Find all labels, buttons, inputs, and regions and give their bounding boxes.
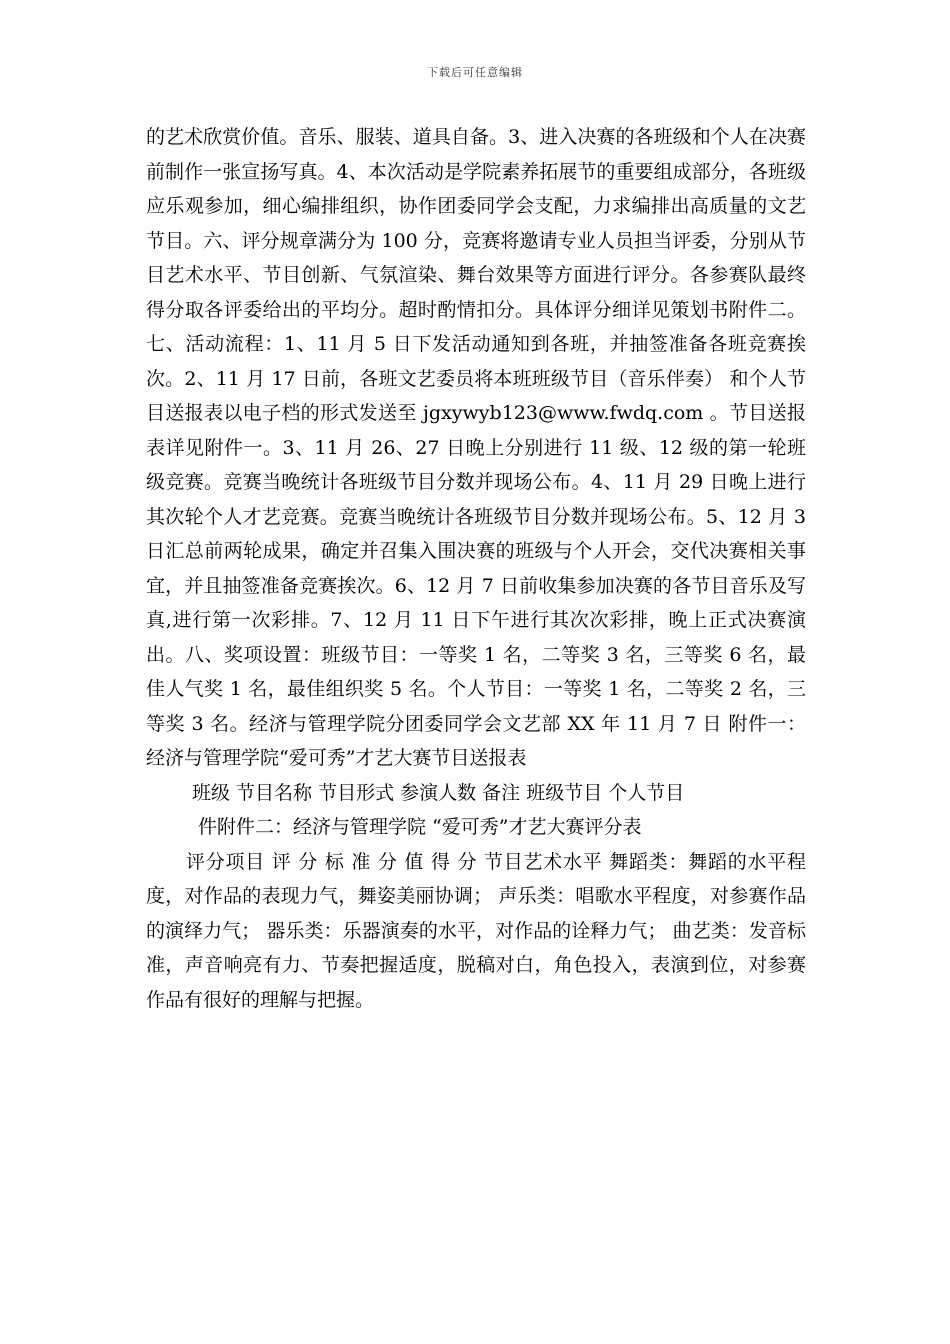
- table-header-line: 班级 节目名称 节目形式 参演人数 备注 班级节目 个人节目: [192, 781, 685, 804]
- attachment-two-title: 件附件二：经济与管理学院 “爱可秀”才艺大赛评分表: [198, 816, 642, 838]
- body-paragraph-scoring: 评分项目 评 分 标 准 分 值 得 分 节目艺术水平 舞蹈类：舞蹈的水平程度，对作品的表现力气，舞姿美丽协调； 声乐类：唱歌水平程度，对参赛作品的演绎力气； 器乐类：乐器演奏的水平，对作品的诠释力气； 曲艺类：发音标准，声音响亮有力、节奏把握适度，脱稿对白，角色投入，表演到位，对参赛作品有很好的理解与把握。: [146, 850, 806, 1011]
- page-header: 下载后可任意编辑: [427, 66, 523, 79]
- body-paragraph-main: 的艺术欣赏价值。音乐、服装、道具自备。3、进入决赛的各班级和个人在决赛前制作一张宣扬写真。4、本次活动是学院素养拓展节的重要组成部分，各班级应乐观参加，细心编排组织，协作团委同学会支配，力求编排出高质量的文艺节目。六、评分规章满分为 100 分，竞赛将邀请专业人员担当评委，分别从节目艺术水平、节目创新、气氛渲染、舞台效果等方面进行评分。各参赛队最终得分取各评委给出的平均分。超时酌情扣分。具体评分细详见策划书附件二。七、活动流程：1、11 月 5 日下发活动通知到各班，并抽签准备各班竞赛挨次。2、11 月 17 日前，各班文艺委员将本班班级节目（音乐伴奏） 和个人节目送报表以电子档的形式发送至 jgxywyb123@www.fwdq.com 。节目送报表详见附件一。3、11 月 26、27 日晚上分别进行 11 级、12 级的第一轮班级竞赛。竞赛当晚统计各班级节目分数并现场公布。4、11 月 29 日晚上进行其次轮个人才艺竞赛。竞赛当晚统计各班级节目分数并现场公布。5、12 月 3 日汇总前两轮成果，确定并召集入围决赛的班级与个人开会，交代决赛相关事宜，并且抽签准备竞赛挨次。6、12 月 7 日前收集参加决赛的各节目音乐及写真,进行第一次彩排。7、12 月 11 日下午进行其次次彩排，晚上正式决赛演出。八、奖项设置：班级节目：一等奖 1 名，二等奖 3 名，三等奖 6 名，最佳人气奖 1 名，最佳组织奖 5 名。个人节目：一等奖 1 名，二等奖 2 名，三等奖 3 名。经济与管理学院分团委同学会文艺部 XX 年 11 月 7 日 附件一：经济与管理学院“爱可秀”才艺大赛节目送报表: [146, 126, 806, 769]
- document-body: [146, 120, 806, 1017]
